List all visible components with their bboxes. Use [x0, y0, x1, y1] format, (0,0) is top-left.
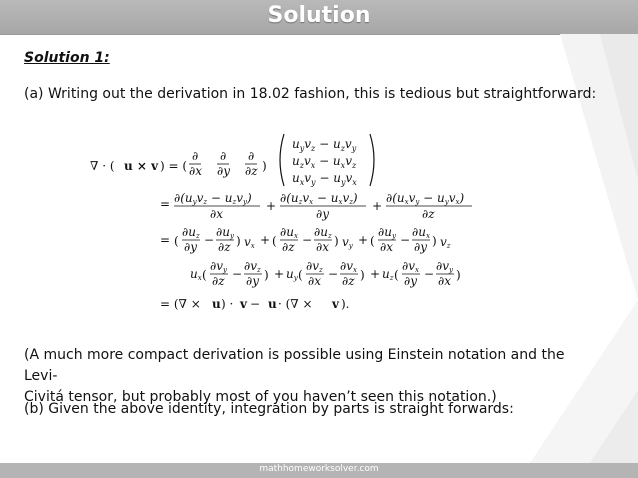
- note-line-1: (A much more compact derivation is possible using Einstein notation and the Levi-: [24, 347, 565, 384]
- svg-text:∂y: ∂y: [316, 207, 329, 221]
- svg-text:−: −: [204, 233, 215, 247]
- svg-text:∂z: ∂z: [342, 274, 355, 288]
- svg-text:+: +: [266, 199, 277, 213]
- svg-text:= (∇ ×: = (∇ ×: [160, 297, 201, 311]
- svg-text:∂x: ∂x: [380, 240, 393, 254]
- svg-text:∂ux: ∂ux: [412, 225, 430, 240]
- svg-text:∂vx: ∂vx: [402, 259, 419, 274]
- svg-text:∂vy: ∂vy: [436, 259, 453, 274]
- svg-text:vx: vx: [244, 235, 255, 250]
- footer-bar: [0, 463, 638, 478]
- svg-text:−: −: [302, 233, 313, 247]
- svg-text:∂x: ∂x: [210, 207, 223, 221]
- svg-text:(: (: [272, 234, 277, 248]
- svg-text:−: −: [328, 267, 339, 281]
- svg-text:) ·: ) ·: [221, 297, 234, 311]
- svg-text:∂x: ∂x: [308, 274, 321, 288]
- svg-text:∇ · (: ∇ · (: [90, 159, 115, 173]
- svg-text:∂: ∂: [248, 149, 255, 163]
- svg-text:u: u: [268, 297, 277, 311]
- svg-text:ux: ux: [190, 267, 202, 282]
- svg-text:∂: ∂: [220, 149, 227, 163]
- note-line-2: Civitá tensor, but probably most of you haven’t seen this notation.): [24, 389, 497, 405]
- svg-text:v: v: [332, 297, 339, 311]
- svg-text:∂(uzvx − uxvz): ∂(uzvx − uxvz): [280, 191, 358, 206]
- svg-text:∂vy: ∂vy: [210, 259, 227, 274]
- svg-text:∂x: ∂x: [189, 164, 202, 178]
- svg-text:u × v: u × v: [124, 159, 159, 173]
- paragraph-a: (a) Writing out the derivation in 18.02 fashion, this is tedious but straightforward:: [24, 86, 597, 102]
- svg-text:∂z: ∂z: [245, 164, 258, 178]
- svg-text:∂uy: ∂uy: [216, 225, 234, 240]
- svg-text:∂x: ∂x: [316, 240, 329, 254]
- svg-text:(: (: [298, 268, 303, 282]
- svg-text:∂y: ∂y: [246, 274, 259, 288]
- svg-text:∂z: ∂z: [212, 274, 225, 288]
- svg-text:∂uz: ∂uz: [314, 225, 332, 240]
- svg-text:): ): [334, 234, 339, 248]
- svg-text:): ): [360, 268, 365, 282]
- vector-identity-derivation: [88, 128, 518, 326]
- svg-text:uz: uz: [382, 267, 394, 282]
- svg-text:(: (: [174, 234, 179, 248]
- svg-text:∂uz: ∂uz: [182, 225, 200, 240]
- svg-text:∂ux: ∂ux: [280, 225, 298, 240]
- svg-text:∂y: ∂y: [404, 274, 417, 288]
- svg-text:∂(uxvy − uyvx): ∂(uxvy − uyvx): [386, 191, 465, 206]
- svg-text:∂z: ∂z: [218, 240, 231, 254]
- svg-text:+: +: [260, 233, 271, 247]
- svg-text:+: +: [358, 233, 369, 247]
- svg-text:uzvx − uxvz: $u_zv_x - u_xv_z$: [292, 154, 357, 170]
- svg-text:−: −: [400, 233, 411, 247]
- svg-text:∂y: ∂y: [217, 164, 230, 178]
- paragraph-b: (b) Given the above identity, integration by parts is straight forwards:: [24, 401, 514, 417]
- svg-text:).: ).: [341, 297, 350, 311]
- svg-text:v: v: [240, 297, 247, 311]
- svg-text:∂(uyvz − uzvy): ∂(uyvz − uzvy): [174, 191, 252, 206]
- svg-text:+: +: [370, 267, 381, 281]
- svg-text:(: (: [370, 234, 375, 248]
- svg-text:uxvy − uyvx: $u_xv_y - u_yv_x$: [292, 171, 357, 187]
- svg-text:∂y: ∂y: [184, 240, 197, 254]
- svg-text:=: =: [160, 197, 171, 211]
- footer-website: mathhomeworksolver.com: [259, 464, 379, 474]
- svg-text:): ): [264, 268, 269, 282]
- svg-text:) = (: ) = (: [160, 159, 188, 173]
- svg-text:∂vz: ∂vz: [244, 259, 261, 274]
- svg-text:): ): [432, 234, 437, 248]
- svg-text:∂vx: ∂vx: [340, 259, 357, 274]
- svg-text:+: +: [372, 199, 383, 213]
- svg-text:∂x: ∂x: [438, 274, 451, 288]
- svg-text:): ): [456, 268, 461, 282]
- svg-text:∂z: ∂z: [282, 240, 295, 254]
- svg-text:∂vz: ∂vz: [306, 259, 323, 274]
- svg-text:uyvz − uzvy: $u_yv_z - u_zv_y$: [292, 137, 357, 153]
- svg-text:−: −: [250, 297, 261, 311]
- svg-text:−: −: [232, 267, 243, 281]
- svg-text:(: (: [394, 268, 399, 282]
- svg-text:∂y: ∂y: [414, 240, 427, 254]
- solution-heading: Solution 1:: [24, 50, 110, 66]
- slide-title: Solution: [267, 3, 371, 28]
- svg-text:): ): [262, 159, 267, 173]
- svg-text:vy: vy: [342, 235, 353, 250]
- equation-image: [88, 128, 518, 326]
- svg-text:∂z: ∂z: [422, 207, 435, 221]
- svg-text:· (∇ ×: · (∇ ×: [278, 297, 313, 311]
- svg-text:vz: vz: [440, 235, 451, 250]
- svg-text:∂: ∂: [192, 149, 199, 163]
- svg-text:−: −: [424, 267, 435, 281]
- svg-text:+: +: [274, 267, 285, 281]
- svg-text:): ): [236, 234, 241, 248]
- svg-text:(: (: [202, 268, 207, 282]
- svg-text:u: u: [212, 297, 221, 311]
- svg-text:uy: uy: [286, 267, 298, 282]
- svg-text:=: =: [160, 233, 171, 247]
- svg-text:∂uy: ∂uy: [378, 225, 396, 240]
